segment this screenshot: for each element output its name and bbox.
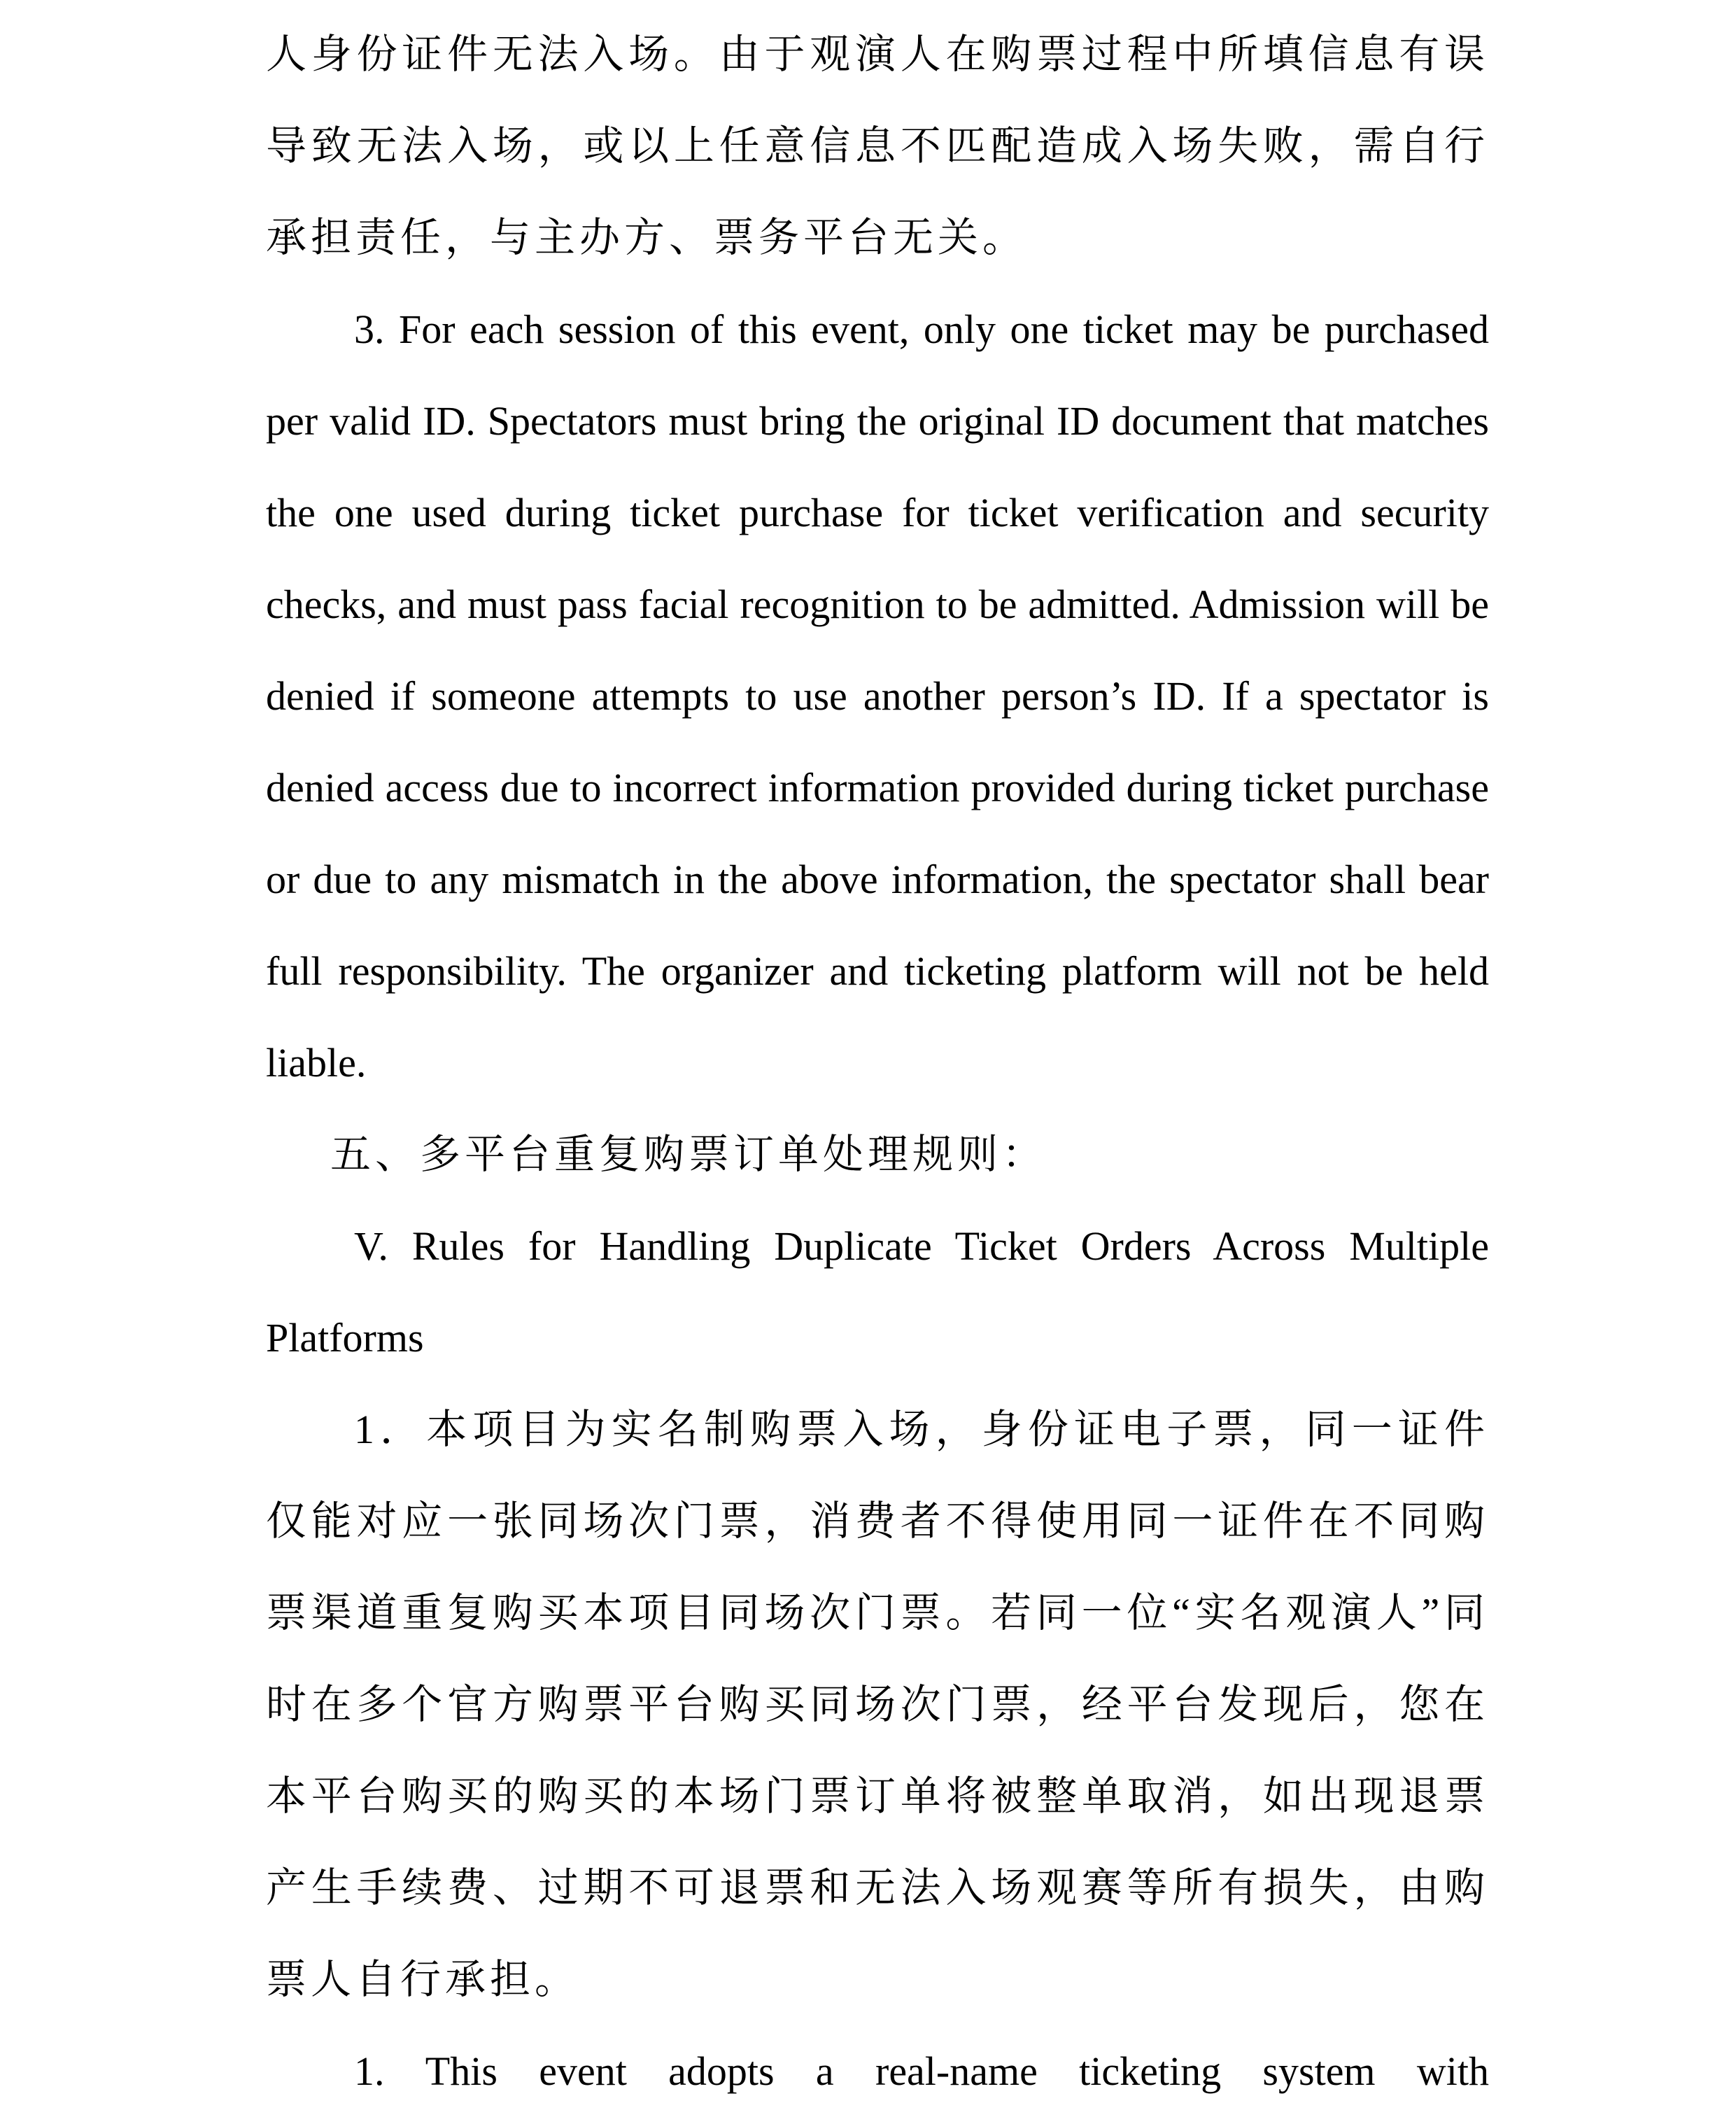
- paragraph-en-item-1: 1. This event adopts a real-name ticketing system with: [354, 2048, 1489, 2094]
- section-heading-en-5: V. Rules for Handling Duplicate Ticket Orders Across Multiple Platforms: [266, 1223, 1489, 1360]
- paragraph-en-item-3: 3. For each session of this event, only one ticket may be purchased per valid ID. Spectators must bring the original ID document that matches the one used during ticket purchase for ticket verification and security checks, and must pass facial recognition to be admitted. Admission will be denied if someone attempts to use another person’s ID. If a spectator is denied access due to incorrect information provided during ticket purchase or due to any mismatch in the above information, the spectator shall bear full responsibility. The organizer and ticketing platform will not be held liable.: [266, 307, 1489, 1085]
- document-page: [266, 8, 1489, 2117]
- section-heading-zh-5: 五、多平台重复购票订单处理规则：: [330, 1132, 1047, 1177]
- paragraph-zh-continuation: 人身份证件无法入场。由于观演人在购票过程中所填信息有误导致无法入场，或以上任意信息不匹配造成入场失败，需自行承担责任，与主办方、票务平台无关。: [266, 31, 1489, 260]
- paragraph-zh-item-1: 1．本项目为实名制购票入场，身份证电子票，同一证件仅能对应一张同场次门票，消费者不得使用同一证件在不同购票渠道重复购买本项目同场次门票。若同一位“实名观演人”同时在多个官方购票平台购买同场次门票，经平台发现后，您在本平台购买的购买的本场门票订单将被整单取消，如出现退票产生手续费、过期不可退票和无法入场观赛等所有损失，由购票人自行承担。: [266, 1407, 1489, 2002]
